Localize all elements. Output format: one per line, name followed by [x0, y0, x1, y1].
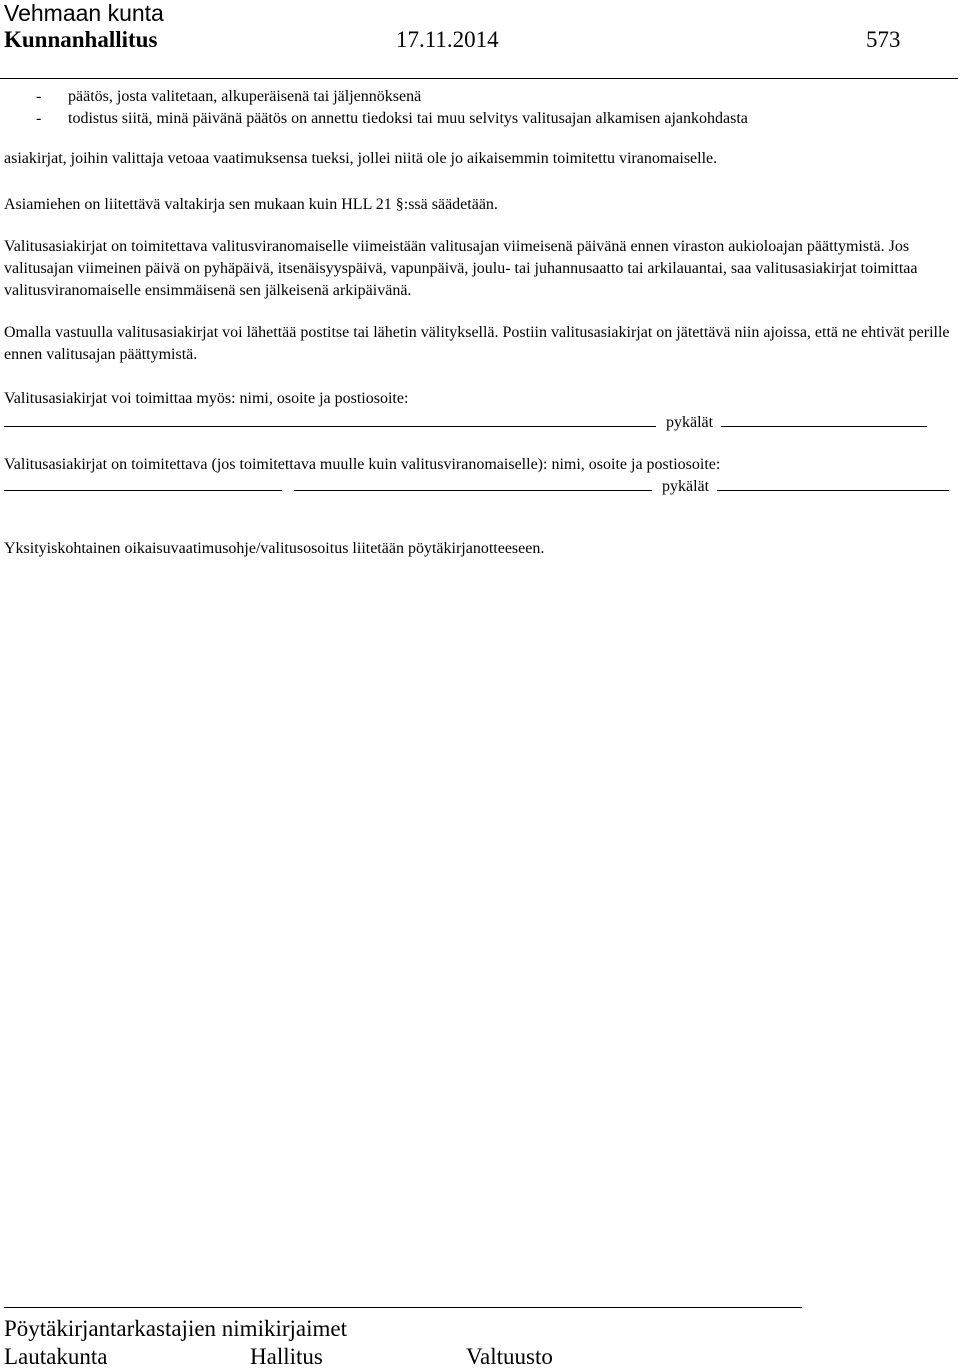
board-name: Kunnanhallitus	[4, 27, 158, 52]
footer-column-board: Hallitus	[250, 1344, 323, 1369]
sections-label: pykälät	[662, 478, 710, 495]
also-submit-paragraph: Valitusasiakirjat voi toimittaa myös: nimi, osoite ja postiosoite:	[4, 390, 409, 407]
page-number: 573	[866, 27, 901, 52]
address-blank-line[interactable]	[4, 410, 656, 427]
header-divider	[0, 78, 958, 79]
footer-column-council: Valtuusto	[466, 1344, 553, 1369]
list-item-text: todistus siitä, minä päivänä päätös on annettu tiedoksi tai muu selvitys valitusajan alkamisen ajankohdasta	[68, 110, 748, 127]
deadline-paragraph: Valitusasiakirjat on toimitettava valitusviranomaiselle viimeistään valitusajan viimeisenä päivänä ennen viraston aukioloajan päättymistä. Jos valitusajan viimeinen päivä on pyhäpäivä, itsenäisyyspäivä, vapunpäivä, joulu- tai juhannusaatto tai arkilauantai, saa valitusasiakirjat toimittaa valitusviranomaiselle ensimmäisenä sen jälkeisenä arkipäivänä.	[4, 238, 918, 299]
signatures-label: Pöytäkirjantarkastajien nimikirjaimet	[4, 1316, 347, 1341]
sections-blank-line[interactable]	[717, 474, 949, 491]
documents-paragraph: asiakirjat, joihin valittaja vetoaa vaatimuksensa tueksi, jollei niitä ole jo aikaisemmin toimitettu viranomaiselle.	[4, 150, 718, 167]
footer-column-committee: Lautakunta	[4, 1344, 108, 1369]
bullet-marker: -	[36, 110, 42, 127]
list-item-text: päätös, josta valitetaan, alkuperäisenä tai jäljennöksenä	[68, 88, 422, 105]
meeting-date: 17.11.2014	[396, 27, 499, 52]
sections-blank-line[interactable]	[721, 410, 927, 427]
address-fill-row	[4, 410, 927, 434]
bullet-marker: -	[36, 88, 42, 105]
attached-paragraph: Yksityiskohtainen oikaisuvaatimusohje/valitusosoitus liitetään pöytäkirjanotteeseen.	[4, 540, 545, 557]
recipient-name-blank-line[interactable]	[4, 474, 282, 491]
footer-divider	[4, 1307, 802, 1308]
recipient-address-blank-line[interactable]	[294, 474, 652, 491]
mail-paragraph: Omalla vastuulla valitusasiakirjat voi lähettää postitse tai lähetin välityksellä. Postiin valitusasiakirjat on jätettävä niin ajoissa, että ne ehtivät perille ennen valitusajan päättymistä.	[4, 324, 950, 363]
organization-name: Vehmaan kunta	[4, 0, 164, 26]
proxy-paragraph: Asiamiehen on liitettävä valtakirja sen mukaan kuin HLL 21 §:ssä säädetään.	[4, 196, 498, 213]
sections-label: pykälät	[666, 414, 714, 431]
recipient-fill-row	[4, 474, 949, 498]
submit-to-paragraph: Valitusasiakirjat on toimitettava (jos toimitettava muulle kuin valitusviranomaiselle): nimi, osoite ja postiosoite:	[4, 456, 721, 473]
